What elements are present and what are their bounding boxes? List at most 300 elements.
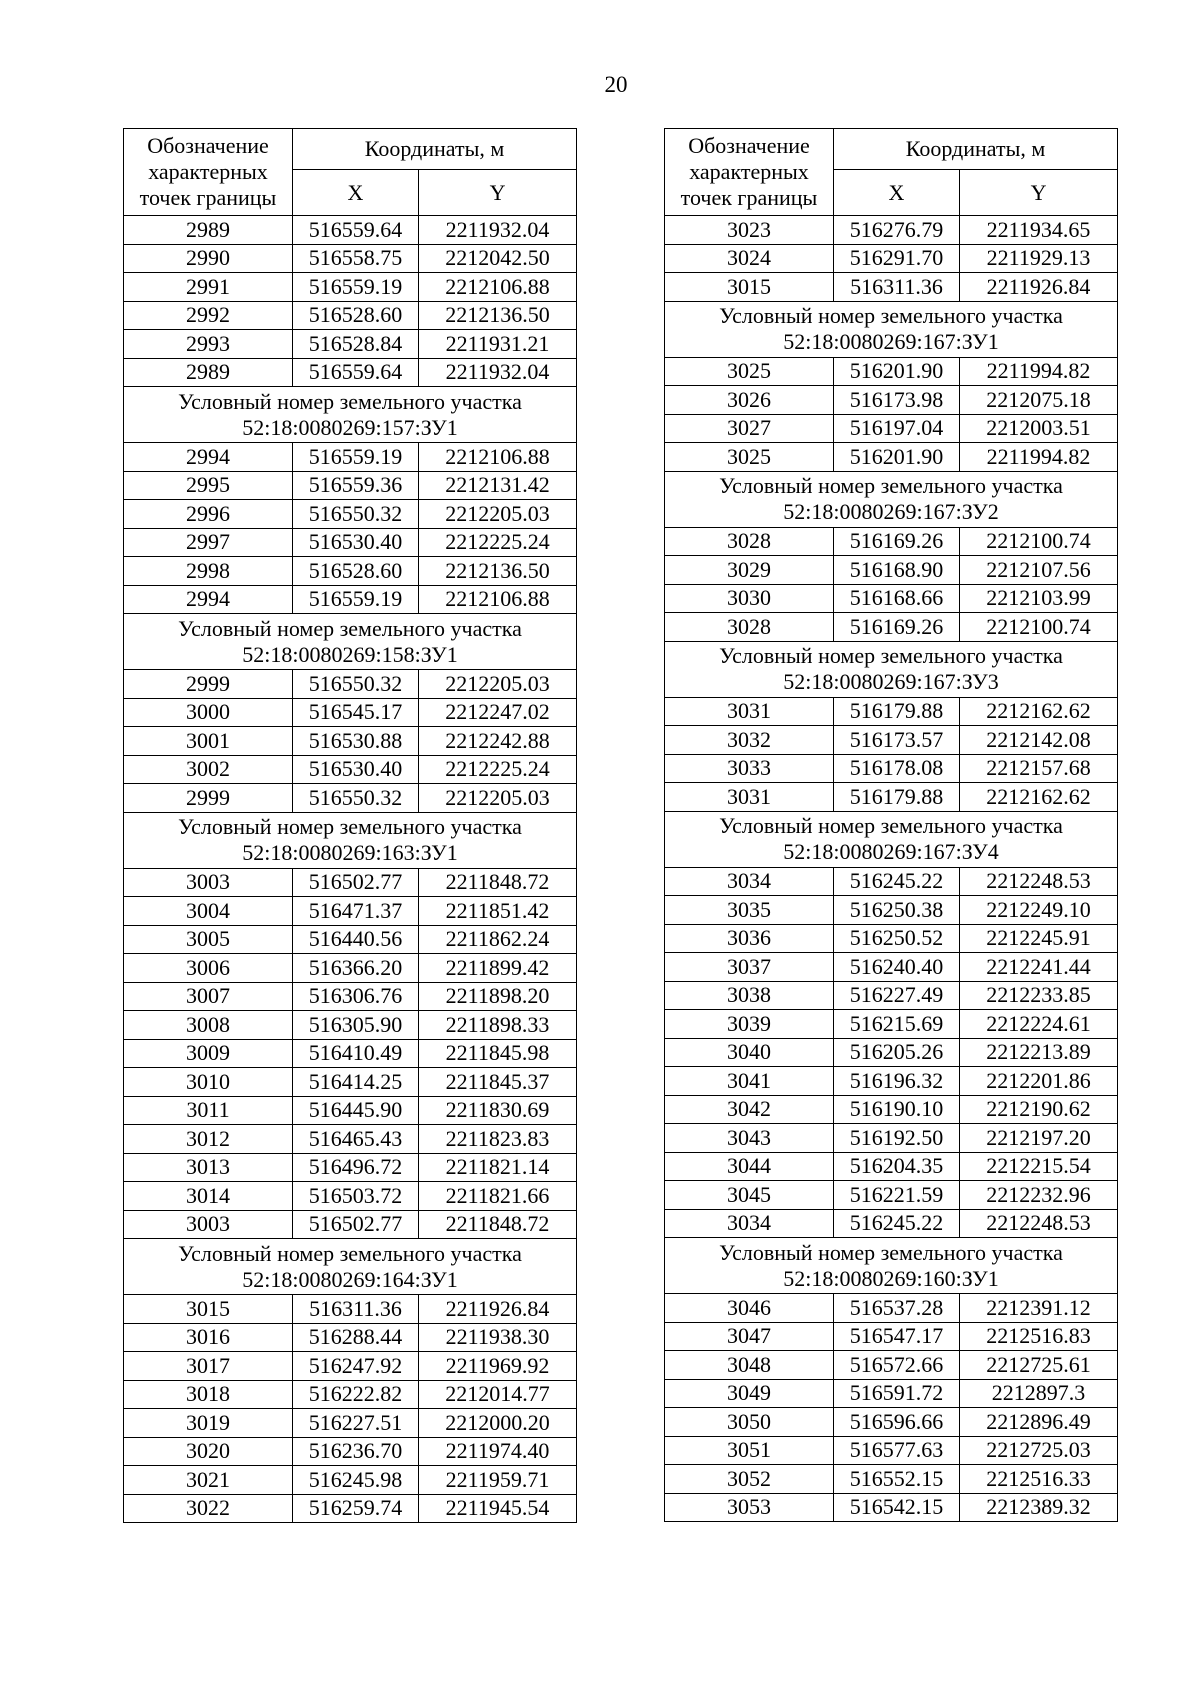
table-row [124, 1011, 577, 1040]
y-cell: 2211931.21 [419, 330, 577, 359]
point-cell: 3017 [124, 1352, 293, 1381]
table-row [665, 1493, 1118, 1522]
point-cell: 3051 [665, 1436, 834, 1465]
table-row [124, 1409, 577, 1438]
point-cell: 3031 [665, 783, 834, 812]
table-row [665, 924, 1118, 953]
y-cell: 2212205.03 [419, 500, 577, 529]
y-cell: 2212103.99 [960, 584, 1118, 613]
y-cell: 2212241.44 [960, 953, 1118, 982]
point-cell: 3050 [665, 1408, 834, 1437]
point-cell: 3000 [124, 698, 293, 727]
table-row [124, 301, 577, 330]
point-cell: 3038 [665, 981, 834, 1010]
table-row [124, 1068, 577, 1097]
x-cell: 516410.49 [293, 1039, 419, 1068]
table-row [124, 670, 577, 699]
table-row [124, 925, 577, 954]
table-row [665, 443, 1118, 472]
y-cell: 2212725.61 [960, 1351, 1118, 1380]
table-row [124, 500, 577, 529]
y-cell: 2212162.62 [960, 783, 1118, 812]
x-cell: 516559.36 [293, 471, 419, 500]
x-cell: 516547.17 [834, 1322, 960, 1351]
point-cell: 3013 [124, 1153, 293, 1182]
point-cell: 3053 [665, 1493, 834, 1522]
table-row [665, 244, 1118, 273]
point-cell: 3015 [665, 273, 834, 302]
table-row [124, 443, 577, 472]
y-cell: 2211898.20 [419, 982, 577, 1011]
y-cell: 2212100.74 [960, 527, 1118, 556]
table-row [665, 1124, 1118, 1153]
y-cell: 2212205.03 [419, 670, 577, 699]
section-row [665, 641, 1118, 697]
x-cell: 516179.88 [834, 697, 960, 726]
x-cell: 516542.15 [834, 1493, 960, 1522]
table-row [124, 585, 577, 614]
table-row [665, 697, 1118, 726]
land-plot-number: Условный номер земельного участка 52:18:0080269:167:ЗУ1 [665, 301, 1118, 357]
table-row [665, 1294, 1118, 1323]
point-cell: 3031 [665, 697, 834, 726]
point-cell: 3019 [124, 1409, 293, 1438]
x-cell: 516169.26 [834, 527, 960, 556]
table-row [665, 1181, 1118, 1210]
point-cell: 3042 [665, 1095, 834, 1124]
point-cell: 3003 [124, 868, 293, 897]
point-cell: 3043 [665, 1124, 834, 1153]
y-cell: 2212225.24 [419, 528, 577, 557]
y-cell: 2212516.33 [960, 1465, 1118, 1494]
x-cell: 516227.51 [293, 1409, 419, 1438]
x-cell: 516591.72 [834, 1379, 960, 1408]
point-cell: 2989 [124, 358, 293, 387]
table-row [665, 1351, 1118, 1380]
x-cell: 516550.32 [293, 670, 419, 699]
point-cell: 3024 [665, 244, 834, 273]
y-cell: 2212136.50 [419, 301, 577, 330]
point-cell: 2994 [124, 585, 293, 614]
y-cell: 2212142.08 [960, 726, 1118, 755]
point-cell: 3011 [124, 1096, 293, 1125]
point-cell: 3023 [665, 216, 834, 245]
point-cell: 3018 [124, 1380, 293, 1409]
x-cell: 516530.40 [293, 528, 419, 557]
y-cell: 2211926.84 [960, 273, 1118, 302]
section-row [124, 1239, 577, 1295]
x-cell: 516311.36 [293, 1295, 419, 1324]
table-row [124, 358, 577, 387]
point-cell: 2999 [124, 670, 293, 699]
point-cell: 3028 [665, 613, 834, 642]
table-row [124, 1380, 577, 1409]
y-cell: 2212896.49 [960, 1408, 1118, 1437]
x-cell: 516577.63 [834, 1436, 960, 1465]
table-row [665, 527, 1118, 556]
y-cell: 2211934.65 [960, 216, 1118, 245]
land-plot-number: Условный номер земельного участка 52:18:0080269:167:ЗУ2 [665, 471, 1118, 527]
y-cell: 2212075.18 [960, 386, 1118, 415]
point-cell: 2993 [124, 330, 293, 359]
point-cell: 3049 [665, 1379, 834, 1408]
table-row [124, 1352, 577, 1381]
point-cell: 3025 [665, 443, 834, 472]
table-row [124, 868, 577, 897]
point-cell: 3008 [124, 1011, 293, 1040]
x-cell: 516559.19 [293, 273, 419, 302]
x-cell: 516550.32 [293, 784, 419, 813]
y-cell: 2212106.88 [419, 443, 577, 472]
table-row [665, 1408, 1118, 1437]
x-cell: 516247.92 [293, 1352, 419, 1381]
table-row [665, 867, 1118, 896]
table-row [124, 897, 577, 926]
x-cell: 516288.44 [293, 1323, 419, 1352]
x-cell: 516173.98 [834, 386, 960, 415]
y-cell: 2211862.24 [419, 925, 577, 954]
table-row [124, 557, 577, 586]
point-cell: 3030 [665, 584, 834, 613]
y-cell: 2211851.42 [419, 897, 577, 926]
y-cell: 2212516.83 [960, 1322, 1118, 1351]
point-cell: 3032 [665, 726, 834, 755]
table-row [665, 1067, 1118, 1096]
y-cell: 2211994.82 [960, 443, 1118, 472]
section-row [665, 811, 1118, 867]
table-row [665, 357, 1118, 386]
x-cell: 516236.70 [293, 1437, 419, 1466]
x-cell: 516366.20 [293, 954, 419, 983]
y-cell: 2212100.74 [960, 613, 1118, 642]
point-cell: 3004 [124, 897, 293, 926]
y-cell: 2211823.83 [419, 1125, 577, 1154]
table-row [665, 1322, 1118, 1351]
y-cell: 2211932.04 [419, 216, 577, 245]
y-cell: 2212247.02 [419, 698, 577, 727]
x-cell: 516552.15 [834, 1465, 960, 1494]
x-cell: 516221.59 [834, 1181, 960, 1210]
y-cell: 2212215.54 [960, 1152, 1118, 1181]
y-cell: 2211830.69 [419, 1096, 577, 1125]
header-x-label: X [834, 170, 960, 216]
y-cell: 2212232.96 [960, 1181, 1118, 1210]
section-row [665, 1238, 1118, 1294]
table-row [665, 1095, 1118, 1124]
table-row [665, 216, 1118, 245]
y-cell: 2212245.91 [960, 924, 1118, 953]
table-row [124, 1466, 577, 1495]
x-cell: 516197.04 [834, 414, 960, 443]
point-cell: 2994 [124, 443, 293, 472]
x-cell: 516215.69 [834, 1010, 960, 1039]
x-cell: 516537.28 [834, 1294, 960, 1323]
y-cell: 2212131.42 [419, 471, 577, 500]
x-cell: 516205.26 [834, 1038, 960, 1067]
table-row [124, 1125, 577, 1154]
table-row [665, 1038, 1118, 1067]
point-cell: 3010 [124, 1068, 293, 1097]
point-cell: 2996 [124, 500, 293, 529]
x-cell: 516250.52 [834, 924, 960, 953]
point-cell: 3005 [124, 925, 293, 954]
table-row [665, 1010, 1118, 1039]
point-cell: 3037 [665, 953, 834, 982]
point-cell: 2999 [124, 784, 293, 813]
x-cell: 516190.10 [834, 1095, 960, 1124]
header-point-label: Обозначение характерных точек границы [665, 129, 834, 216]
point-cell: 3014 [124, 1182, 293, 1211]
y-cell: 2212042.50 [419, 244, 577, 273]
x-cell: 516414.25 [293, 1068, 419, 1097]
x-cell: 516528.84 [293, 330, 419, 359]
x-cell: 516530.88 [293, 727, 419, 756]
y-cell: 2211848.72 [419, 1210, 577, 1239]
y-cell: 2211938.30 [419, 1323, 577, 1352]
x-cell: 516502.77 [293, 1210, 419, 1239]
x-cell: 516440.56 [293, 925, 419, 954]
table-row [124, 1096, 577, 1125]
y-cell: 2212157.68 [960, 754, 1118, 783]
x-cell: 516502.77 [293, 868, 419, 897]
point-cell: 3009 [124, 1039, 293, 1068]
y-cell: 2211899.42 [419, 954, 577, 983]
x-cell: 516559.19 [293, 585, 419, 614]
table-row [665, 1465, 1118, 1494]
table-row [124, 1210, 577, 1239]
point-cell: 3016 [124, 1323, 293, 1352]
y-cell: 2211969.92 [419, 1352, 577, 1381]
table-row [124, 954, 577, 983]
table-row [665, 1209, 1118, 1238]
table-row [124, 1323, 577, 1352]
table-row [665, 754, 1118, 783]
y-cell: 2211926.84 [419, 1295, 577, 1324]
point-cell: 3022 [124, 1494, 293, 1523]
table-row [124, 1039, 577, 1068]
x-cell: 516311.36 [834, 273, 960, 302]
x-cell: 516445.90 [293, 1096, 419, 1125]
y-cell: 2212003.51 [960, 414, 1118, 443]
point-cell: 3046 [665, 1294, 834, 1323]
point-cell: 2995 [124, 471, 293, 500]
y-cell: 2212197.20 [960, 1124, 1118, 1153]
table-row [665, 726, 1118, 755]
table-row [665, 783, 1118, 812]
x-cell: 516179.88 [834, 783, 960, 812]
point-cell: 3007 [124, 982, 293, 1011]
header-point-label: Обозначение характерных точек границы [124, 129, 293, 216]
table-row [124, 698, 577, 727]
point-cell: 3020 [124, 1437, 293, 1466]
x-cell: 516471.37 [293, 897, 419, 926]
x-cell: 516558.75 [293, 244, 419, 273]
x-cell: 516291.70 [834, 244, 960, 273]
x-cell: 516572.66 [834, 1351, 960, 1380]
header-x-label: X [293, 170, 419, 216]
x-cell: 516173.57 [834, 726, 960, 755]
header-coords-label: Координаты, м [293, 129, 577, 170]
x-cell: 516530.40 [293, 755, 419, 784]
x-cell: 516496.72 [293, 1153, 419, 1182]
x-cell: 516306.76 [293, 982, 419, 1011]
x-cell: 516465.43 [293, 1125, 419, 1154]
y-cell: 2211932.04 [419, 358, 577, 387]
table-row [124, 244, 577, 273]
y-cell: 2211929.13 [960, 244, 1118, 273]
table-row [665, 1379, 1118, 1408]
table-row [665, 981, 1118, 1010]
x-cell: 516550.32 [293, 500, 419, 529]
point-cell: 2997 [124, 528, 293, 557]
table-row [124, 1153, 577, 1182]
point-cell: 2998 [124, 557, 293, 586]
table-row [665, 386, 1118, 415]
point-cell: 3012 [124, 1125, 293, 1154]
table-row [124, 1182, 577, 1211]
x-cell: 516596.66 [834, 1408, 960, 1437]
y-cell: 2211945.54 [419, 1494, 577, 1523]
point-cell: 2990 [124, 244, 293, 273]
table-row [124, 784, 577, 813]
x-cell: 516240.40 [834, 953, 960, 982]
x-cell: 516196.32 [834, 1067, 960, 1096]
y-cell: 2212389.32 [960, 1493, 1118, 1522]
land-plot-number: Условный номер земельного участка 52:18:0080269:167:ЗУ4 [665, 811, 1118, 867]
y-cell: 2212107.56 [960, 556, 1118, 585]
y-cell: 2212213.89 [960, 1038, 1118, 1067]
point-cell: 3029 [665, 556, 834, 585]
x-cell: 516168.90 [834, 556, 960, 585]
y-cell: 2212000.20 [419, 1409, 577, 1438]
table-row [124, 528, 577, 557]
y-cell: 2211821.14 [419, 1153, 577, 1182]
y-cell: 2212248.53 [960, 867, 1118, 896]
y-cell: 2211848.72 [419, 868, 577, 897]
point-cell: 3040 [665, 1038, 834, 1067]
x-cell: 516559.64 [293, 358, 419, 387]
table-row [665, 613, 1118, 642]
table-row [124, 330, 577, 359]
y-cell: 2212190.62 [960, 1095, 1118, 1124]
table-row [124, 471, 577, 500]
point-cell: 3015 [124, 1295, 293, 1324]
x-cell: 516259.74 [293, 1494, 419, 1523]
table-row [124, 1295, 577, 1324]
table-row [124, 727, 577, 756]
y-cell: 2212136.50 [419, 557, 577, 586]
point-cell: 3047 [665, 1322, 834, 1351]
page-number: 20 [604, 72, 628, 97]
y-cell: 2212106.88 [419, 585, 577, 614]
x-cell: 516276.79 [834, 216, 960, 245]
land-plot-number: Условный номер земельного участка 52:18:0080269:157:ЗУ1 [124, 387, 577, 443]
point-cell: 2989 [124, 216, 293, 245]
x-cell: 516559.19 [293, 443, 419, 472]
x-cell: 516204.35 [834, 1152, 960, 1181]
table-row [124, 273, 577, 302]
y-cell: 2212233.85 [960, 981, 1118, 1010]
header-coords-label: Координаты, м [834, 129, 1118, 170]
table-row [124, 216, 577, 245]
point-cell: 3034 [665, 1209, 834, 1238]
section-row [665, 301, 1118, 357]
point-cell: 3027 [665, 414, 834, 443]
table-row [665, 896, 1118, 925]
table-row [665, 414, 1118, 443]
land-plot-number: Условный номер земельного участка 52:18:0080269:164:ЗУ1 [124, 1239, 577, 1295]
table-row [665, 1152, 1118, 1181]
y-cell: 2212725.03 [960, 1436, 1118, 1465]
x-cell: 516545.17 [293, 698, 419, 727]
x-cell: 516245.98 [293, 1466, 419, 1495]
table-row [124, 982, 577, 1011]
y-cell: 2212225.24 [419, 755, 577, 784]
point-cell: 3052 [665, 1465, 834, 1494]
x-cell: 516245.22 [834, 867, 960, 896]
land-plot-number: Условный номер земельного участка 52:18:0080269:167:ЗУ3 [665, 641, 1118, 697]
table-row [665, 584, 1118, 613]
point-cell: 3036 [665, 924, 834, 953]
x-cell: 516201.90 [834, 357, 960, 386]
y-cell: 2212242.88 [419, 727, 577, 756]
point-cell: 2991 [124, 273, 293, 302]
point-cell: 3002 [124, 755, 293, 784]
x-cell: 516168.66 [834, 584, 960, 613]
point-cell: 3003 [124, 1210, 293, 1239]
x-cell: 516192.50 [834, 1124, 960, 1153]
y-cell: 2211959.71 [419, 1466, 577, 1495]
table-row [665, 556, 1118, 585]
y-cell: 2212224.61 [960, 1010, 1118, 1039]
x-cell: 516227.49 [834, 981, 960, 1010]
y-cell: 2212162.62 [960, 697, 1118, 726]
point-cell: 3039 [665, 1010, 834, 1039]
land-plot-number: Условный номер земельного участка 52:18:0080269:160:ЗУ1 [665, 1238, 1118, 1294]
y-cell: 2211994.82 [960, 357, 1118, 386]
x-cell: 516169.26 [834, 613, 960, 642]
table-row [124, 755, 577, 784]
point-cell: 3041 [665, 1067, 834, 1096]
point-cell: 3006 [124, 954, 293, 983]
table-row [665, 953, 1118, 982]
section-row [124, 387, 577, 443]
x-cell: 516528.60 [293, 557, 419, 586]
y-cell: 2212391.12 [960, 1294, 1118, 1323]
y-cell: 2212201.86 [960, 1067, 1118, 1096]
header-y-label: Y [419, 170, 577, 216]
y-cell: 2211974.40 [419, 1437, 577, 1466]
y-cell: 2212205.03 [419, 784, 577, 813]
point-cell: 3033 [665, 754, 834, 783]
table-row [124, 1437, 577, 1466]
x-cell: 516245.22 [834, 1209, 960, 1238]
y-cell: 2212897.3 [960, 1379, 1118, 1408]
point-cell: 3028 [665, 527, 834, 556]
y-cell: 2212106.88 [419, 273, 577, 302]
point-cell: 2992 [124, 301, 293, 330]
coordinates-table-right [664, 128, 1118, 1522]
y-cell: 2211845.37 [419, 1068, 577, 1097]
y-cell: 2211898.33 [419, 1011, 577, 1040]
point-cell: 3044 [665, 1152, 834, 1181]
table-row [124, 1494, 577, 1523]
table-row [665, 273, 1118, 302]
point-cell: 3001 [124, 727, 293, 756]
point-cell: 3035 [665, 896, 834, 925]
point-cell: 3026 [665, 386, 834, 415]
land-plot-number: Условный номер земельного участка 52:18:0080269:163:ЗУ1 [124, 812, 577, 868]
